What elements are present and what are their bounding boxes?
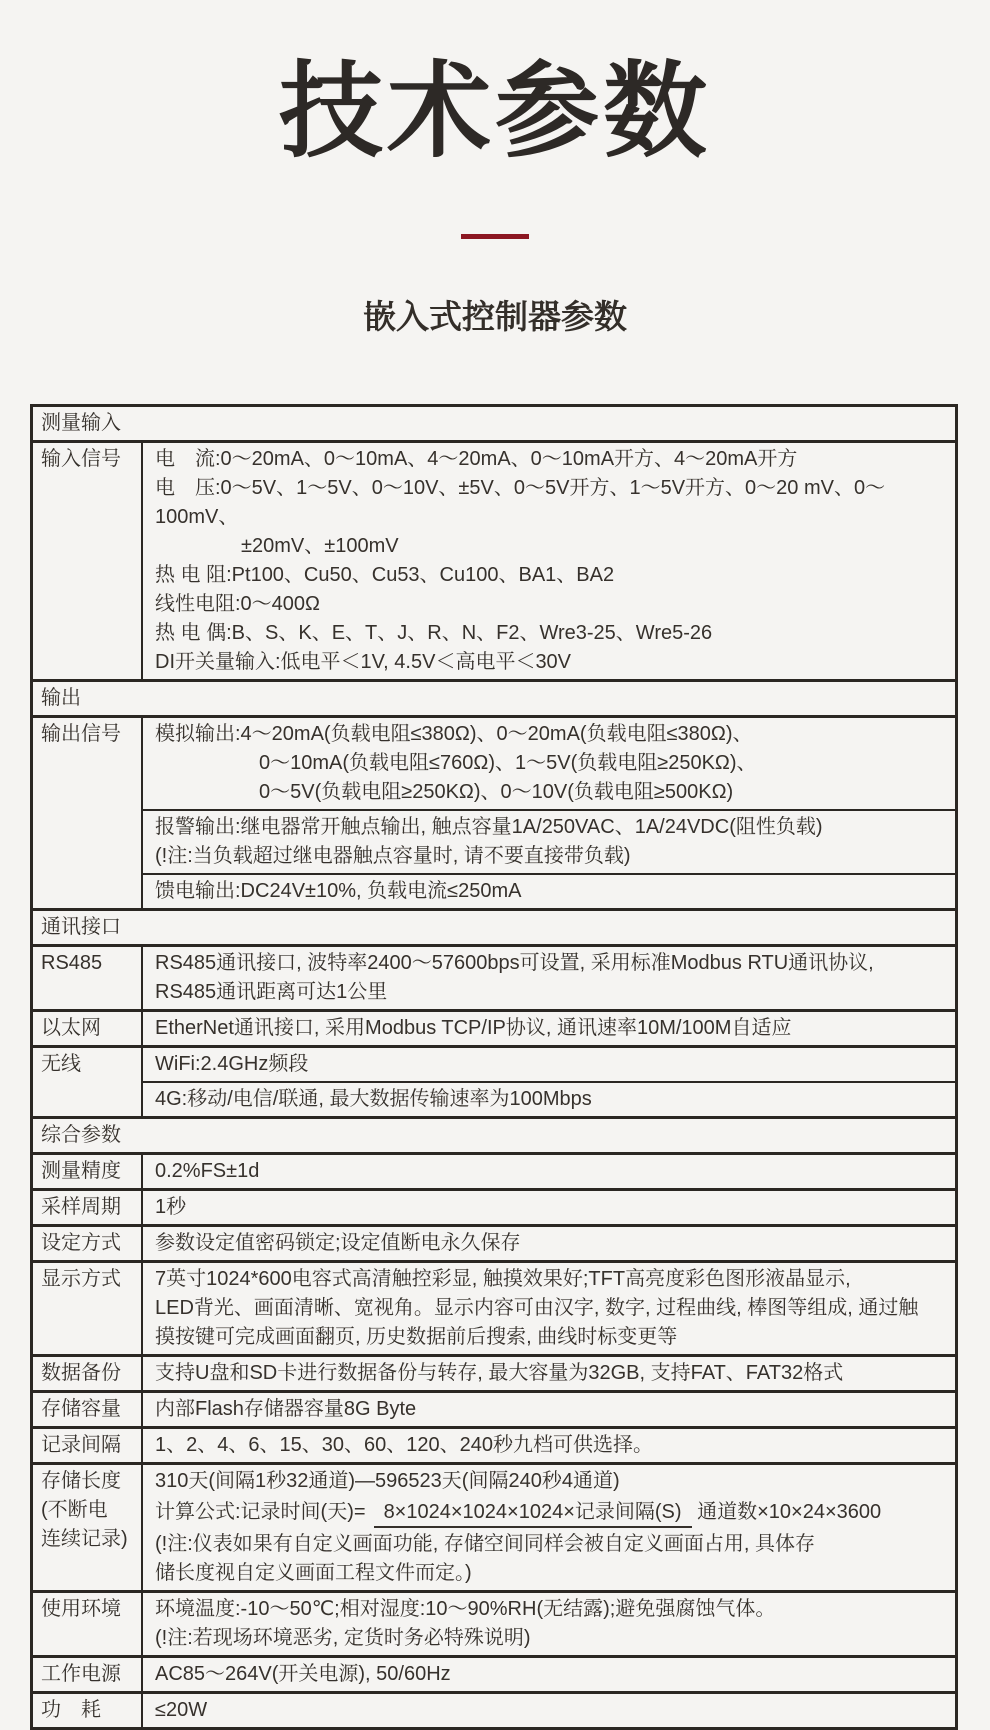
spec-line: RS485通讯距离可达1公里	[155, 981, 388, 1003]
spec-line: LED背光、画面清晰、宽视角。显示内容可由汉字, 数字, 过程曲线, 棒图等组成, 通过触	[155, 1297, 919, 1319]
formula-denominator: 通道数×10×24×3600	[697, 1501, 882, 1523]
row-label: 使用环境	[33, 1593, 143, 1655]
section-header-general: 综合参数	[33, 1119, 955, 1155]
row-label: 输入信号	[33, 443, 143, 679]
row-label: 显示方式	[33, 1263, 143, 1354]
row-value	[143, 947, 955, 1009]
row-label: 存储容量	[33, 1393, 143, 1426]
title-divider	[461, 234, 529, 239]
row-label	[33, 1465, 143, 1590]
row-storage-length	[33, 1465, 955, 1593]
spec-line: 0～10mA(负载电阻≤760Ω)、1～5V(负载电阻≥250KΩ)、	[259, 752, 757, 774]
row-label: RS485	[33, 947, 143, 1009]
sub-row-feed-output	[143, 873, 955, 908]
row-value: EtherNet通讯接口, 采用Modbus TCP/IP协议, 通讯速率10M/100M自适应	[155, 1017, 792, 1039]
row-label: 采样周期	[33, 1191, 143, 1224]
spec-line: (!注:当负载超过继电器触点容量时, 请不要直接带负载)	[155, 845, 631, 867]
spec-line: (!注:仪表如果有自定义画面功能, 存储空间同样会被自定义画面占用, 具体存	[155, 1533, 815, 1555]
spec-line: 线性电阻:0～400Ω	[155, 593, 320, 615]
row-power	[33, 1658, 955, 1694]
section-header-output: 输出	[33, 682, 955, 718]
page-title: 技术参数	[278, 54, 711, 170]
section-header-measure-input: 测量输入	[33, 407, 955, 443]
sub-row-analog-output	[143, 718, 955, 809]
label-line: 存储长度	[41, 1470, 121, 1492]
row-value	[143, 1593, 955, 1655]
sub-row-alarm-output	[143, 809, 955, 873]
row-backup	[33, 1357, 955, 1393]
sub-row-4g: 4G:移动/电信/联通, 最大数据传输速率为100Mbps	[143, 1081, 955, 1116]
row-rs485	[33, 947, 955, 1012]
row-value: 支持U盘和SD卡进行数据备份与转存, 最大容量为32GB, 支持FAT、FAT32格式	[155, 1362, 844, 1384]
spec-line: ±20mV、±100mV	[241, 535, 399, 557]
row-label: 工作电源	[33, 1658, 143, 1691]
spec-line: RS485通讯接口, 波特率2400～57600bps可设置, 采用标准Modbus RTU通讯协议,	[155, 952, 874, 974]
row-value	[143, 718, 955, 908]
spec-line: DI开关量输入:低电平＜1V, 4.5V＜高电平＜30V	[155, 651, 572, 673]
row-label: 设定方式	[33, 1227, 143, 1260]
spec-line: 电 压:0～5V、1～5V、0～10V、±5V、0～5V开方、1～5V开方、0～20 mV、0～100mV、	[155, 477, 886, 528]
spec-line: 310天(间隔1秒32通道)—596523天(间隔240秒4通道)	[155, 1470, 620, 1492]
spec-line: 报警输出:继电器常开触点输出, 触点容量1A/250VAC、1A/24VDC(阻性负载)	[155, 816, 823, 838]
spec-line: 热 电 阻:Pt100、Cu50、Cu53、Cu100、BA1、BA2	[155, 564, 615, 586]
row-label: 数据备份	[33, 1357, 143, 1390]
row-value: AC85～264V(开关电源), 50/60Hz	[155, 1663, 451, 1685]
row-ethernet	[33, 1012, 955, 1048]
row-display	[33, 1263, 955, 1357]
row-label: 输出信号	[33, 718, 143, 908]
row-value: 0.2%FS±1d	[155, 1160, 260, 1182]
row-sampling	[33, 1191, 955, 1227]
formula-numerator: 8×1024×1024×1024×记录间隔(S)	[374, 1501, 692, 1528]
row-value: ≤20W	[155, 1699, 208, 1721]
label-line: (不断电	[41, 1499, 108, 1521]
row-value: 1、2、4、6、15、30、60、120、240秒九档可供选择。	[155, 1434, 653, 1456]
row-accuracy	[33, 1155, 955, 1191]
row-input-signal	[33, 443, 955, 682]
formula-fraction	[374, 1498, 882, 1527]
row-capacity	[33, 1393, 955, 1429]
row-value	[143, 1263, 955, 1354]
row-label: 无线	[33, 1048, 143, 1116]
row-value: 内部Flash存储器容量8G Byte	[155, 1398, 417, 1420]
row-label: 测量精度	[33, 1155, 143, 1188]
spec-line: 模拟输出:4～20mA(负载电阻≤380Ω)、0～20mA(负载电阻≤380Ω)、	[155, 723, 753, 745]
spec-table	[30, 404, 958, 1730]
row-value	[143, 1048, 955, 1116]
row-consumption	[33, 1694, 955, 1727]
row-value: 参数设定值密码锁定;设定值断电永久保存	[155, 1232, 521, 1254]
row-value	[143, 443, 955, 679]
row-label: 记录间隔	[33, 1429, 143, 1462]
formula-prefix: 计算公式:记录时间(天)=	[155, 1501, 366, 1523]
row-value	[143, 1465, 955, 1590]
row-interval	[33, 1429, 955, 1465]
spec-line: 馈电输出:DC24V±10%, 负载电流≤250mA	[155, 880, 522, 902]
row-value: 1秒	[155, 1196, 187, 1218]
row-output-signal	[33, 718, 955, 911]
row-setting	[33, 1227, 955, 1263]
spec-line: 热 电 偶:B、S、K、E、T、J、R、N、F2、Wre3-25、Wre5-26	[155, 622, 713, 644]
row-wireless	[33, 1048, 955, 1119]
row-label: 以太网	[33, 1012, 143, 1045]
spec-line: 7英寸1024*600电容式高清触控彩显, 触摸效果好;TFT高亮度彩色图形液晶显示,	[155, 1268, 851, 1290]
row-environment	[33, 1593, 955, 1658]
storage-formula	[155, 1498, 943, 1527]
sub-row-wifi: WiFi:2.4GHz频段	[155, 1053, 309, 1075]
section-subtitle: 嵌入式控制器参数	[363, 298, 627, 335]
spec-line: 摸按键可完成画面翻页, 历史数据前后搜索, 曲线时标变更等	[155, 1326, 678, 1348]
section-header-comm: 通讯接口	[33, 911, 955, 947]
row-label: 功 耗	[33, 1694, 143, 1727]
spec-line: 环境温度:-10～50℃;相对湿度:10～90%RH(无结露);避免强腐蚀气体。	[155, 1598, 776, 1620]
spec-line: 0～5V(负载电阻≥250KΩ)、0～10V(负载电阻≥500KΩ)	[259, 781, 734, 803]
spec-line: 储长度视自定义画面工程文件而定。)	[155, 1562, 472, 1584]
spec-line: (!注:若现场环境恶劣, 定货时务必特殊说明)	[155, 1627, 531, 1649]
spec-line: 电 流:0～20mA、0～10mA、4～20mA、0～10mA开方、4～20mA开方	[155, 448, 798, 470]
label-line: 连续记录)	[41, 1528, 128, 1550]
